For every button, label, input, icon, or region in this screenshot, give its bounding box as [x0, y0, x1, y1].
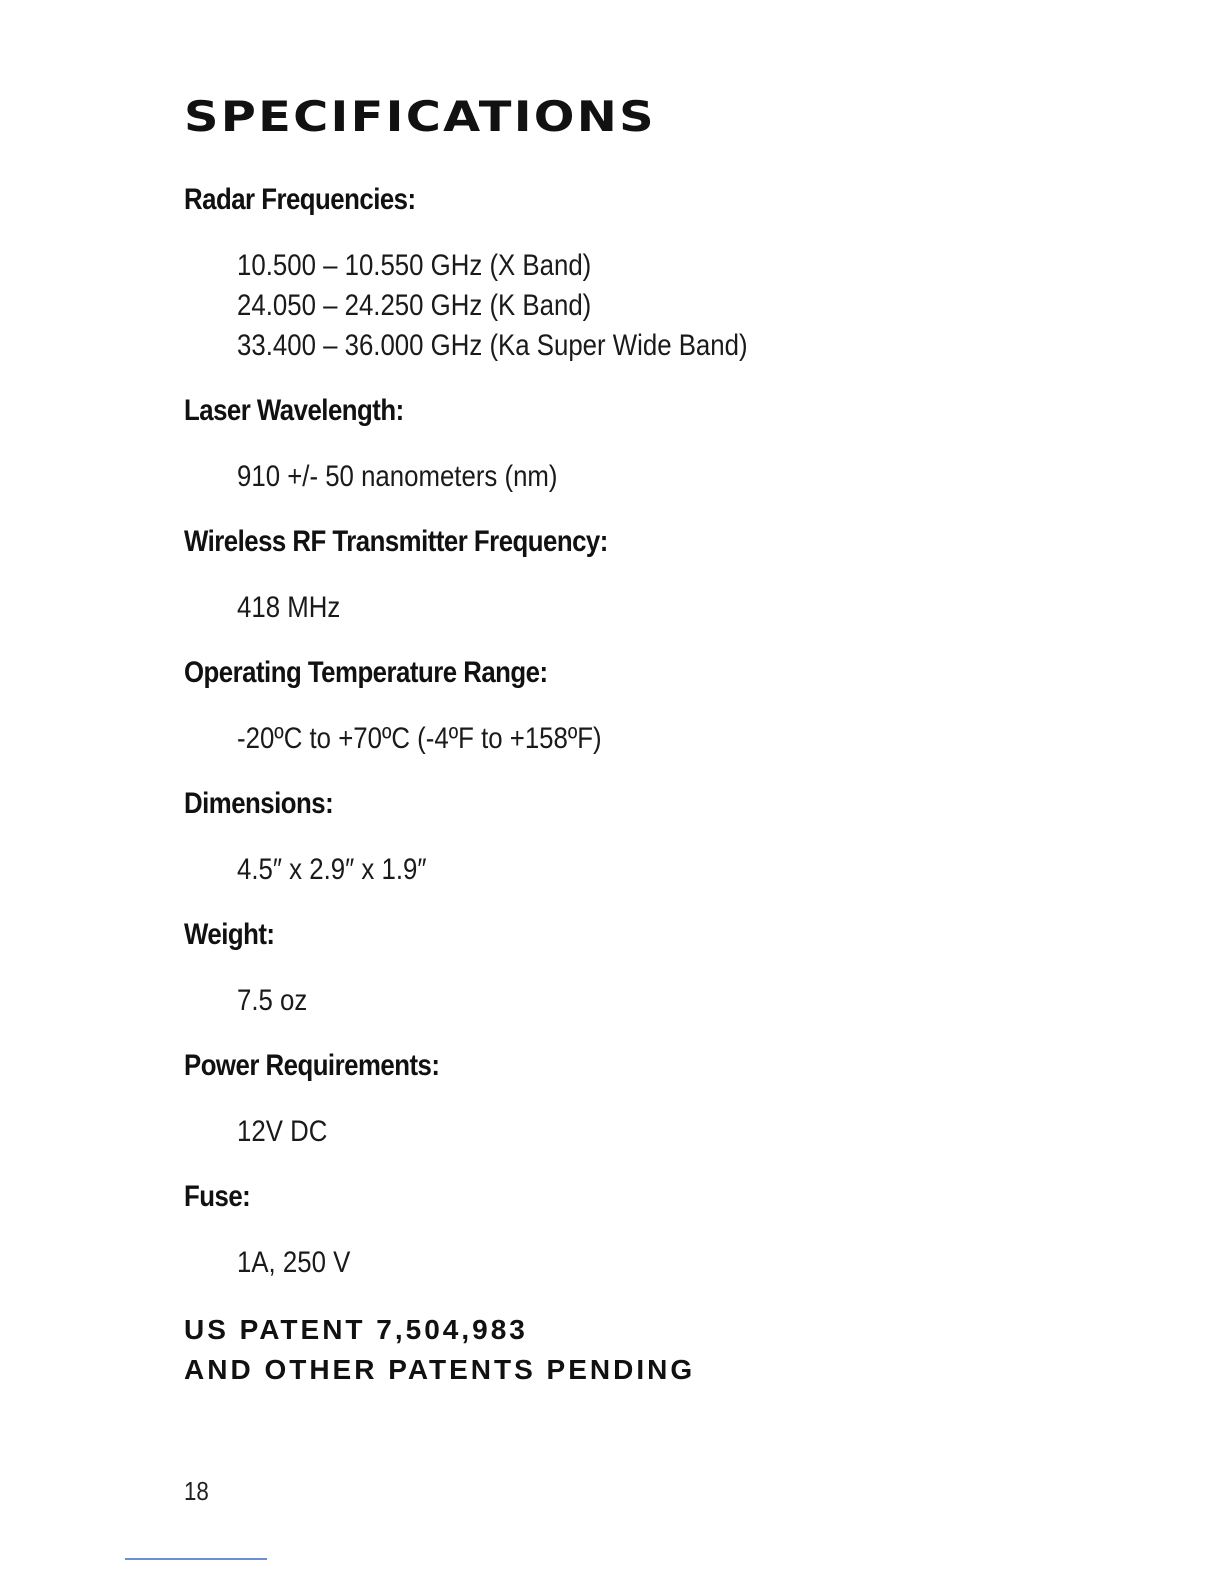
- spec-values: [184, 246, 1084, 366]
- spec-values: [184, 1243, 1084, 1283]
- spec-fuse: [184, 1177, 1084, 1283]
- spec-values: [184, 457, 1084, 497]
- spec-values: [184, 588, 1084, 628]
- spec-operating-temperature: [184, 653, 1084, 759]
- spec-label: Fuse:: [184, 1180, 251, 1213]
- spec-power-requirements: [184, 1046, 1084, 1152]
- spec-value: 1A, 250 V: [237, 1246, 351, 1279]
- spec-label: Laser Wavelength:: [184, 394, 404, 427]
- spec-dimensions: [184, 784, 1084, 890]
- spec-laser-wavelength: [184, 391, 1084, 497]
- spec-label: Radar Frequencies:: [184, 183, 416, 216]
- patents-pending: AND OTHER PATENTS PENDING: [184, 1354, 696, 1385]
- spec-label: Power Requirements:: [184, 1049, 440, 1082]
- spec-weight: [184, 915, 1084, 1021]
- spec-value: 10.500 – 10.550 GHz (X Band): [237, 249, 592, 282]
- spec-value: 910 +/- 50 nanometers (nm): [237, 460, 558, 493]
- spec-values: [184, 719, 1084, 759]
- spec-list: [184, 180, 1084, 1308]
- spec-values: [184, 981, 1084, 1021]
- edge-divider: [125, 1558, 267, 1560]
- page-title: SPECIFICATIONS: [184, 92, 656, 141]
- spec-radar-frequencies: [184, 180, 1084, 366]
- page-number: 18: [184, 1476, 209, 1506]
- patent-notice: [184, 1310, 695, 1390]
- spec-values: [184, 1112, 1084, 1152]
- spec-label: Operating Temperature Range:: [184, 656, 548, 689]
- patent-number: US PATENT 7,504,983: [184, 1314, 528, 1345]
- spec-value: 4.5″ x 2.9″ x 1.9″: [237, 853, 427, 886]
- spec-wireless-rf-frequency: [184, 522, 1084, 628]
- spec-value: 418 MHz: [237, 591, 341, 624]
- spec-value: 12V DC: [237, 1115, 328, 1148]
- spec-value: 33.400 – 36.000 GHz (Ka Super Wide Band): [237, 329, 748, 362]
- spec-values: [184, 850, 1084, 890]
- spec-value: 24.050 – 24.250 GHz (K Band): [237, 289, 592, 322]
- spec-label: Weight:: [184, 918, 275, 951]
- spec-value: 7.5 oz: [237, 984, 308, 1017]
- spec-label: Dimensions:: [184, 787, 334, 820]
- spec-value: -20ºC to +70ºC (-4ºF to +158ºF): [237, 722, 602, 755]
- spec-label: Wireless RF Transmitter Frequency:: [184, 525, 608, 558]
